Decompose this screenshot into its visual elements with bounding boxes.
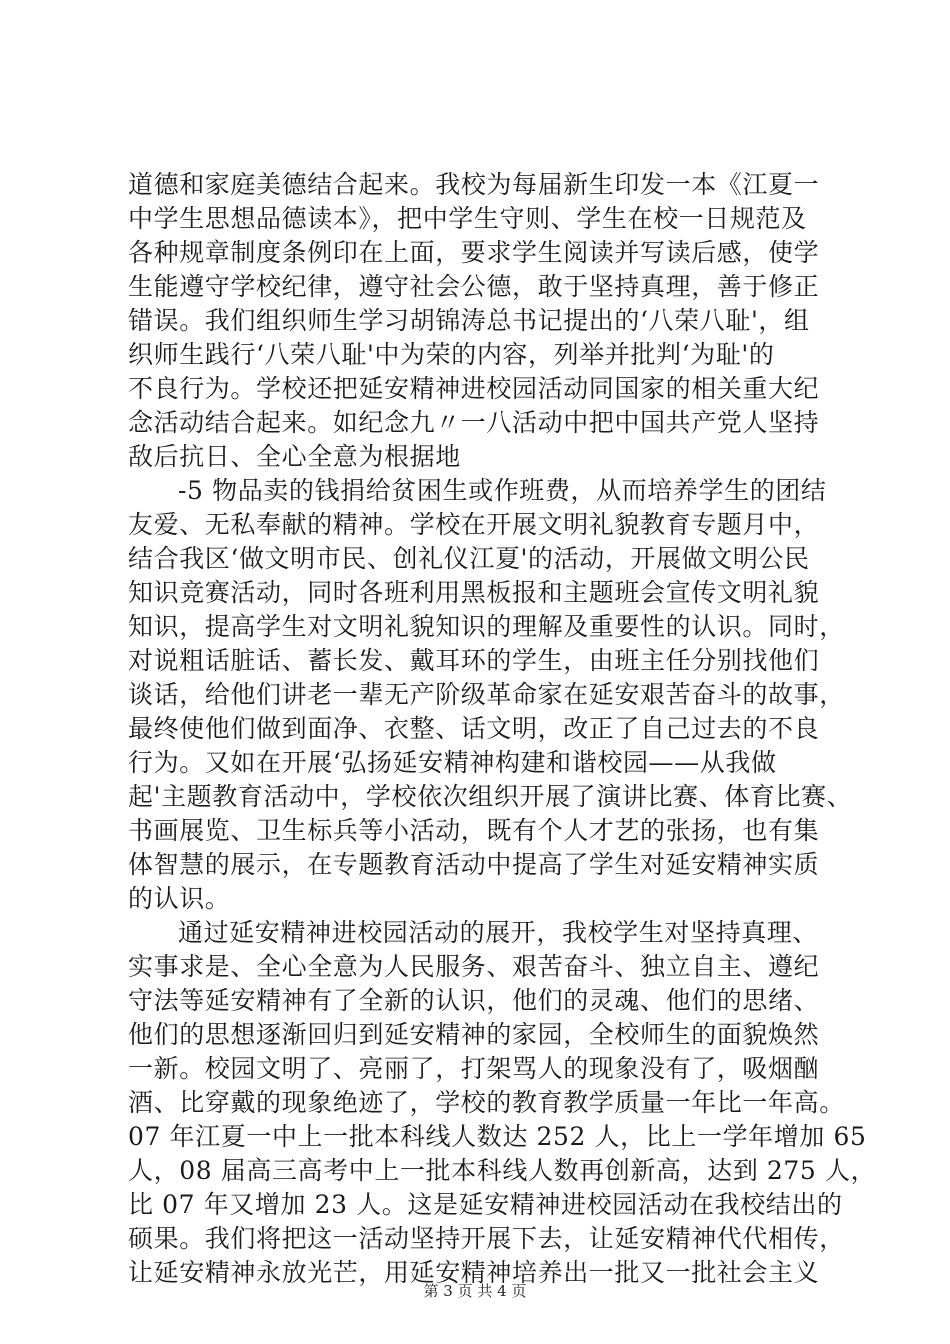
- text-line: 织师生践行‘八荣八耻'中为荣的内容，列举并批判‘为耻'的: [128, 340, 775, 369]
- text-line: 他们的思想逐渐回归到延安精神的家园，全校师生的面貌焕然: [128, 1020, 820, 1049]
- text-line: 行为。又如在开展‘弘扬延安精神构建和谐校园——从我做: [128, 748, 777, 777]
- text-line: 念活动结合起来。如纪念九〃一八活动中把中国共产党人坚持: [128, 408, 820, 437]
- text-line: 比 07 年又增加 23 人。这是延安精神进校园活动在我校结出的: [128, 1190, 843, 1219]
- text-line: 谈话，给他们讲老一辈无产阶级革命家在延安艰苦奋斗的故事，: [128, 680, 845, 709]
- text-line: 不良行为。学校还把延安精神进校园活动同国家的相关重大纪: [128, 374, 820, 403]
- text-line: 最终使他们做到面净、衣整、话文明，改正了自己过去的不良: [128, 714, 820, 743]
- text-line: 中学生思想品德读本》，把中学生守则、学生在校一日规范及: [128, 204, 807, 233]
- text-line: 结合我区‘做文明市民、创礼仪江夏'的活动，开展做文明公民: [128, 544, 810, 573]
- text-line: 知识竞赛活动，同时各班利用黑板报和主题班会宣传文明礼貌: [128, 578, 820, 607]
- page-number-label: 第 3 页 共 4 页: [423, 1282, 527, 1300]
- text-line: 通过延安精神进校园活动的展开，我校学生对坚持真理、: [178, 918, 819, 947]
- text-line: -5 物品卖的钱捐给贫困生或作班费，从而培养学生的团结: [178, 476, 827, 505]
- text-line: 让延安精神永放光芒，用延安精神培养出一批又一批社会主义: [128, 1258, 820, 1287]
- text-line: 各种规章制度条例印在上面，要求学生阅读并写读后感，使学: [128, 238, 820, 267]
- text-line: 一新。校园文明了、亮丽了，打架骂人的现象没有了，吸烟酗: [128, 1054, 820, 1083]
- text-line: 守法等延安精神有了全新的认识，他们的灵魂、他们的思绪、: [128, 986, 820, 1015]
- text-line: 书画展览、卫生标兵等小活动，既有个人才艺的张扬，也有集: [128, 816, 820, 845]
- text-line: 起'主题教育活动中，学校依次组织开展了演讲比赛、体育比赛、: [128, 782, 853, 811]
- text-line: 道德和家庭美德结合起来。我校为每届新生印发一本《江夏一: [128, 170, 820, 199]
- paragraph-2: [128, 474, 858, 916]
- text-line: 友爱、无私奉献的精神。学校在开展文明礼貌教育专题月中，: [128, 510, 820, 539]
- text-line: 人，08 届高三高考中上一批本科线人数再创新高，达到 275 人，: [128, 1156, 877, 1185]
- document-body: [128, 168, 877, 1290]
- text-line: 07 年江夏一中上一批本科线人数达 252 人，比上一学年增加 65: [128, 1122, 867, 1151]
- text-line: 知识，提高学生对文明礼貌知识的理解及重要性的认识。同时，: [128, 612, 845, 641]
- paragraph-1: [128, 168, 858, 474]
- text-line: 硕果。我们将把这一活动坚持开展下去，让延安精神代代相传，: [128, 1224, 845, 1253]
- page-footer: [0, 1280, 950, 1301]
- text-line: 错误。我们组织师生学习胡锦涛总书记提出的‘八荣八耻'，组: [128, 306, 810, 335]
- text-line: 对说粗话脏话、蓄长发、戴耳环的学生，由班主任分别找他们: [128, 646, 820, 675]
- text-line: 体智慧的展示，在专题教育活动中提高了学生对延安精神实质: [128, 850, 820, 879]
- text-line: 敌后抗日、全心全意为根据地: [128, 442, 461, 471]
- paragraph-3: [128, 916, 877, 1290]
- text-line: 的认识。: [128, 884, 231, 913]
- text-line: 酒、比穿戴的现象绝迹了，学校的教育教学质量一年比一年高。: [128, 1088, 845, 1117]
- text-line: 生能遵守学校纪律，遵守社会公德，敢于坚持真理，善于修正: [128, 272, 820, 301]
- text-line: 实事求是、全心全意为人民服务、艰苦奋斗、独立自主、遵纪: [128, 952, 820, 981]
